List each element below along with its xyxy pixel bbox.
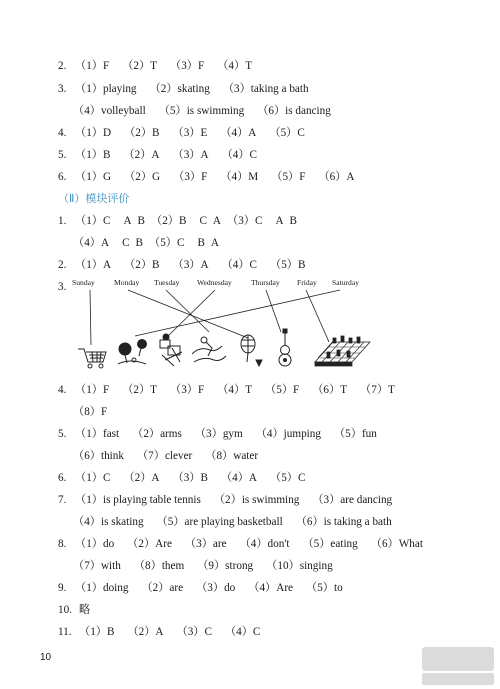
answer-item: （1）is playing table tennis [75, 494, 201, 506]
question-number: 5. [58, 149, 67, 161]
match-line-saturday [135, 290, 340, 336]
answer-item: （3）A [172, 149, 209, 161]
answer-item: B [289, 215, 297, 227]
q3-matching-label: 3. [58, 281, 67, 293]
chess-icon [315, 336, 370, 366]
answer-item: （6）What [370, 538, 423, 550]
swimmer-icon [192, 337, 226, 362]
day-friday: Friday [297, 278, 317, 287]
answer-item: （2）T [122, 60, 158, 72]
cart-icon [78, 349, 106, 368]
answer-item: （4）Are [248, 582, 294, 594]
question-number: 5. [58, 428, 67, 440]
day-tuesday: Tuesday [154, 278, 180, 287]
answer-item: （4）C [221, 259, 257, 271]
answer-item: （4）A [220, 472, 257, 484]
answer-item: （3）taking a bath [222, 83, 309, 95]
answer-item: （3）A [172, 259, 209, 271]
badminton-icon [241, 335, 262, 366]
answer-item: （2）are [141, 582, 184, 594]
answer-item: （2）B [124, 127, 160, 139]
answer-item: A [275, 215, 284, 227]
day-sunday: Sunday [72, 278, 95, 287]
answer-item: （3）are [184, 538, 227, 550]
answer-item: （3）C [176, 626, 212, 638]
answer-item: （5）fun [333, 428, 377, 440]
question-number: 2. [58, 60, 67, 72]
answer-item: （1）D [75, 127, 112, 139]
answer-item: （3）are dancing [312, 494, 393, 506]
answer-item: （6）is dancing [257, 105, 331, 117]
answer-item: （4）A [220, 127, 257, 139]
question-number: 4. [58, 127, 67, 139]
answer-item: （4）A [73, 237, 110, 249]
answer-item: （1）B [75, 149, 111, 161]
answer-item: （10）singing [266, 560, 333, 572]
answer-item: （6）A [318, 171, 355, 183]
answer-item: 略 [79, 604, 91, 616]
answer-item: C [122, 237, 130, 249]
answer-item: （2）arms [132, 428, 182, 440]
answer-item: （2）Are [127, 538, 172, 550]
question-number: 1. [58, 215, 67, 227]
question-number: 6. [58, 472, 67, 484]
answer-item: （2）A [123, 149, 160, 161]
answer-item: （2）is swimming [213, 494, 300, 506]
answer-item: （4）M [220, 171, 259, 183]
answer-item: （4）volleyball [73, 105, 146, 117]
answer-item: （1）B [79, 626, 115, 638]
day-thursday: Thursday [251, 278, 280, 287]
answer-item: （1）fast [75, 428, 120, 440]
question-number: 9. [58, 582, 67, 594]
dancers-icon [160, 334, 182, 366]
question-number: 3. [58, 83, 67, 95]
question-number: 4. [58, 384, 67, 396]
day-saturday: Saturday [332, 278, 359, 287]
answer-item: （2）B [151, 215, 187, 227]
answer-item: （4）C [221, 149, 257, 161]
answer-item: A [212, 215, 221, 227]
question-number: 2. [58, 259, 67, 271]
answer-item: （3）B [172, 472, 208, 484]
question-number: 11. [58, 626, 72, 638]
answer-item: （3）F [173, 171, 208, 183]
answer-item: （6）think [73, 450, 124, 462]
answer-item: B [197, 237, 205, 249]
answer-item: （5）to [306, 582, 343, 594]
answer-item: （2）B [124, 259, 160, 271]
answer-item: （2）A [127, 626, 164, 638]
page-number: 10 [40, 652, 52, 663]
section-title: （Ⅱ）模块评价 [58, 192, 130, 205]
answer-item: （4）jumping [255, 428, 321, 440]
answer-item: （3）F [170, 384, 205, 396]
answer-item: （5）F [271, 171, 306, 183]
match-line-thursday [266, 290, 281, 332]
answer-item: （6）T [312, 384, 348, 396]
question-number: 8. [58, 538, 67, 550]
answer-item: （3）gym [194, 428, 243, 440]
answer-item: （1）playing [75, 83, 137, 95]
answer-item: （5）C [149, 237, 185, 249]
answer-item: A [123, 215, 132, 227]
answer-item: （3）E [172, 127, 208, 139]
question-number: 10. [58, 604, 72, 616]
answer-item: （2）A [123, 472, 160, 484]
match-line-tuesday [166, 290, 209, 332]
answer-item: （1）G [75, 171, 112, 183]
answer-item: （1）do [75, 538, 115, 550]
answer-item: （5）are playing basketball [156, 516, 283, 528]
answer-item: （2）skating [149, 83, 210, 95]
answer-item: （8）F [73, 406, 108, 418]
match-line-sunday [90, 290, 91, 345]
answer-item: （5）eating [302, 538, 358, 550]
answer-item: （4）is skating [73, 516, 144, 528]
answer-item: （3）F [170, 60, 205, 72]
answer-item: （4）T [217, 384, 253, 396]
answer-item: （1）C [75, 472, 111, 484]
match-line-friday [306, 290, 329, 342]
answer-item: （7）clever [136, 450, 193, 462]
answer-item: C [199, 215, 207, 227]
answer-item: （8）them [133, 560, 185, 572]
answer-item: （1）F [75, 60, 110, 72]
answer-item: （7）T [360, 384, 395, 396]
answer-item: （3）do [196, 582, 236, 594]
guitar-icon [279, 329, 291, 366]
answer-item: （5）B [270, 259, 306, 271]
answer-item: （5）C [270, 472, 306, 484]
answer-item: （1）C [75, 215, 111, 227]
question-number: 6. [58, 171, 67, 183]
answer-item: （2）T [122, 384, 158, 396]
answer-item: （7）with [73, 560, 121, 572]
answer-item: （4）don't [239, 538, 290, 550]
match-line-monday [128, 290, 248, 338]
answer-item: （4）T [217, 60, 253, 72]
table-tennis-icon [118, 340, 147, 365]
answer-item: （3）C [227, 215, 263, 227]
answer-item: A [210, 237, 219, 249]
watermark-logo [420, 645, 498, 687]
answer-item: （1）A [75, 259, 112, 271]
day-monday: Monday [114, 278, 140, 287]
answer-item: （2）G [124, 171, 161, 183]
answer-item: （6）is taking a bath [295, 516, 392, 528]
answer-item: （9）strong [197, 560, 254, 572]
answer-item: B [137, 215, 145, 227]
answer-item: （8）water [205, 450, 259, 462]
answer-item: （5）F [265, 384, 300, 396]
answer-item: B [135, 237, 143, 249]
match-line-wednesday [167, 290, 215, 337]
answer-item: （5）C [269, 127, 305, 139]
day-wednesday: Wednesday [197, 278, 232, 287]
answer-item: （5）is swimming [158, 105, 245, 117]
answer-item: （4）C [224, 626, 261, 638]
answer-item: （1）doing [75, 582, 129, 594]
answer-item: （1）F [75, 384, 110, 396]
question-number: 7. [58, 494, 67, 506]
